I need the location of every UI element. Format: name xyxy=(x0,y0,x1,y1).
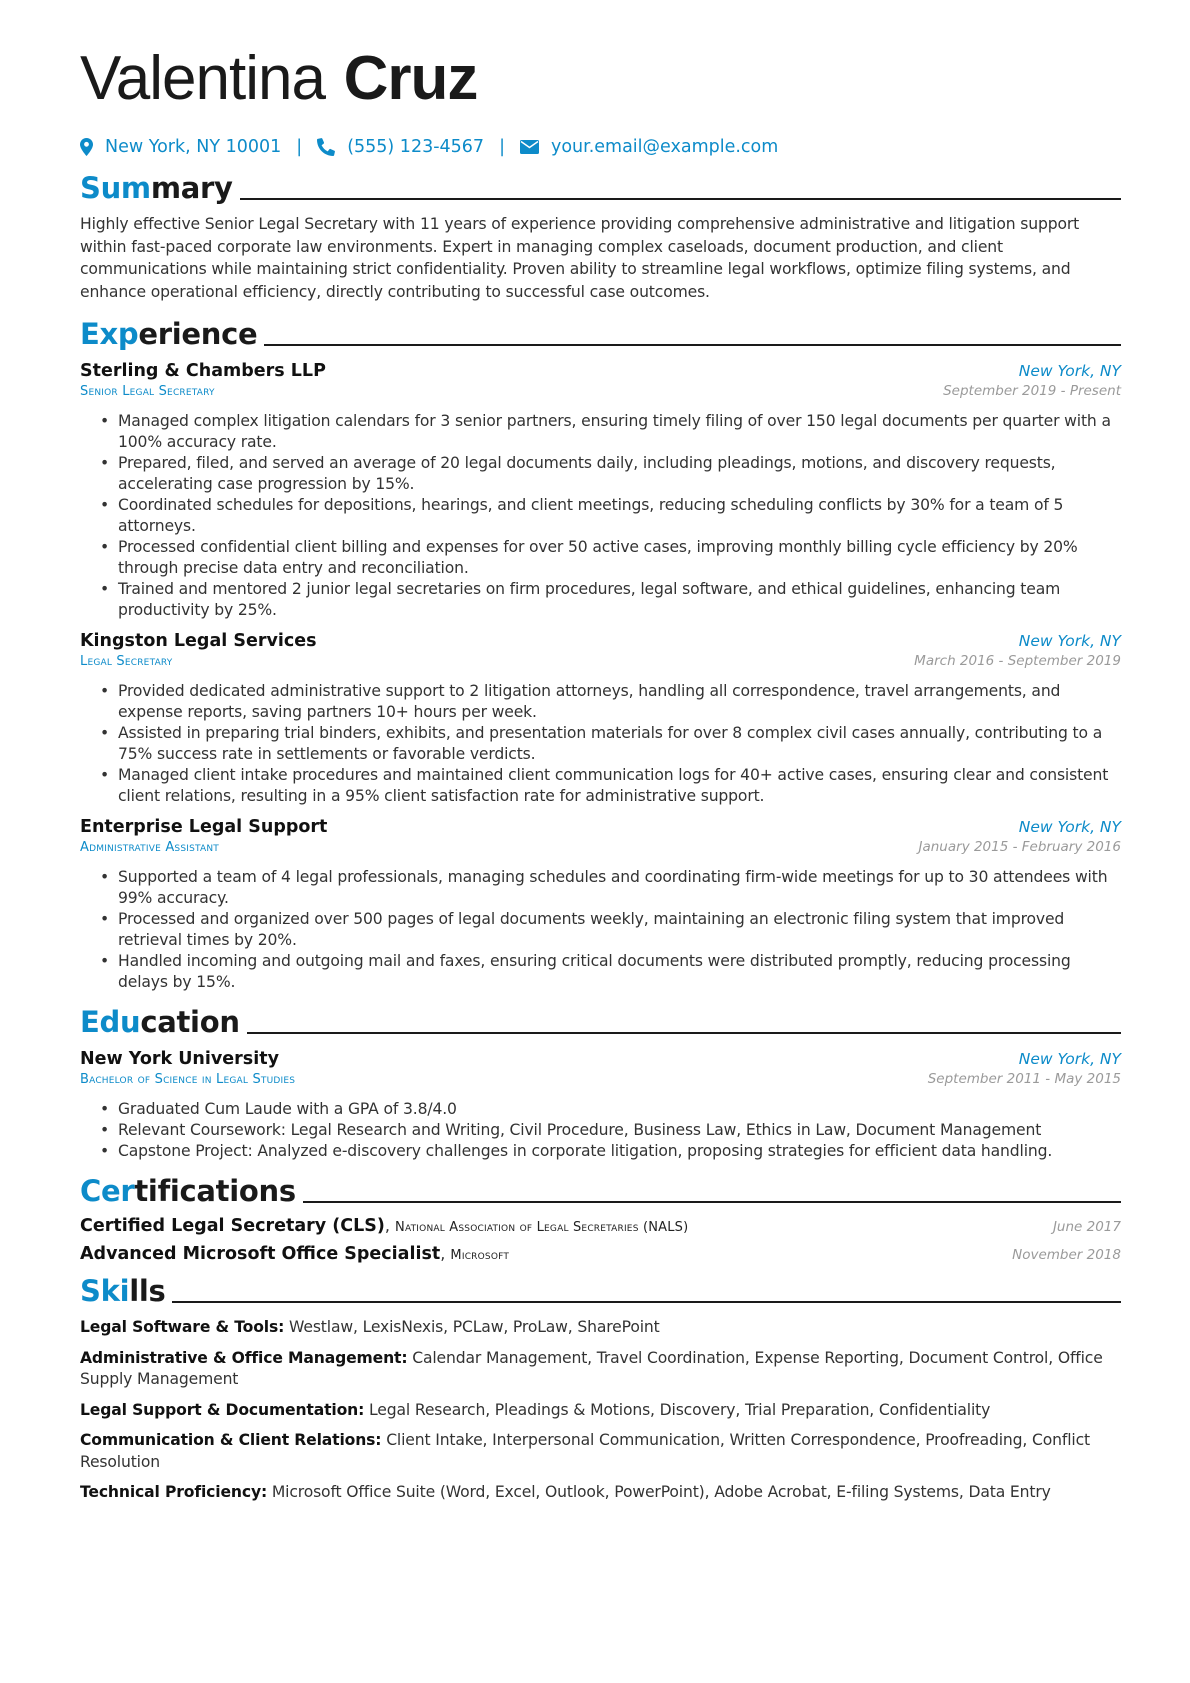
contact-bar xyxy=(80,135,1121,159)
certification-comma: , xyxy=(440,1244,451,1263)
certification-title xyxy=(80,1216,688,1236)
bullet-item: • Prepared, filed, and served an average of 20 legal documents daily, including pleadings, motions, and discovery requests, accelerating case progression by 15%. xyxy=(100,453,1121,495)
summary-heading xyxy=(80,171,1121,205)
role-title: Bachelor of Science in Legal Studies xyxy=(80,1072,296,1087)
heading-rule xyxy=(172,1301,1121,1303)
entry-header xyxy=(80,361,1121,381)
skill-row xyxy=(80,1400,1121,1422)
heading-rule xyxy=(264,344,1121,346)
entry-subheader xyxy=(80,383,1121,399)
heading-rest: tifications xyxy=(134,1174,296,1208)
entry-location: New York, NY xyxy=(1018,818,1121,836)
phone-icon xyxy=(317,138,335,156)
role-title: Senior Legal Secretary xyxy=(80,384,215,399)
skill-row xyxy=(80,1317,1121,1339)
bullet-item: • Graduated Cum Laude with a GPA of 3.8/4.0 xyxy=(100,1099,1121,1120)
skills-list xyxy=(80,1317,1121,1504)
skill-row xyxy=(80,1348,1121,1391)
certification-row xyxy=(80,1244,1121,1264)
certification-name: Certified Legal Secretary (CLS) xyxy=(80,1216,385,1236)
certification-date: June 2017 xyxy=(1052,1219,1121,1235)
skill-values: Westlaw, LexisNexis, PCLaw, ProLaw, SharePoint xyxy=(289,1318,660,1336)
skill-category: Communication & Client Relations: xyxy=(80,1431,382,1449)
bullet-item: • Trained and mentored 2 junior legal secretaries on firm procedures, legal software, and ethical guidelines, enhancing team productivity by 25%. xyxy=(100,579,1121,621)
bullet-item: • Managed complex litigation calendars for 3 senior partners, ensuring timely filing of over 150 legal documents per quarter with a 100% accuracy rate. xyxy=(100,411,1121,453)
certification-issuer: Microsoft xyxy=(450,1248,510,1263)
organization-name: Kingston Legal Services xyxy=(80,631,317,651)
bullet-item: • Supported a team of 4 legal professionals, managing schedules and coordinating firm-wide meetings for up to 30 attendees with 99% accuracy. xyxy=(100,867,1121,909)
skill-values: Microsoft Office Suite (Word, Excel, Outlook, PowerPoint), Adobe Acrobat, E-filing Systems, Data Entry xyxy=(271,1483,1051,1501)
skill-category: Technical Proficiency: xyxy=(80,1483,268,1501)
heading-accent: Sum xyxy=(80,171,151,205)
bullet-list xyxy=(80,411,1121,621)
certification-issuer: National Association of Legal Secretaries (NALS) xyxy=(395,1220,689,1235)
envelope-icon xyxy=(520,140,539,154)
organization-name: Enterprise Legal Support xyxy=(80,817,328,837)
experience-list xyxy=(80,361,1121,993)
certifications-list xyxy=(80,1216,1121,1264)
skill-row xyxy=(80,1430,1121,1473)
certification-date: November 2018 xyxy=(1012,1247,1121,1263)
entry-subheader xyxy=(80,1071,1121,1087)
education-entry xyxy=(80,1049,1121,1162)
contact-separator: | xyxy=(296,137,303,157)
bullet-list xyxy=(80,1099,1121,1162)
entry-header xyxy=(80,631,1121,651)
heading-accent: Exp xyxy=(80,317,139,351)
phone-text: (555) 123-4567 xyxy=(347,137,485,157)
organization-name: New York University xyxy=(80,1049,279,1069)
job-entry xyxy=(80,631,1121,807)
entry-header xyxy=(80,1049,1121,1069)
entry-dates: January 2015 - February 2016 xyxy=(918,839,1121,855)
bullet-item: • Coordinated schedules for depositions, hearings, and client meetings, reducing scheduling conflicts by 30% for a team of 5 attorneys. xyxy=(100,495,1121,537)
bullet-item: • Provided dedicated administrative support to 2 litigation attorneys, handling all correspondence, travel arrangements, and expense reports, saving partners 10+ hours per week. xyxy=(100,681,1121,723)
contact-phone[interactable] xyxy=(317,137,484,157)
bullet-item: • Relevant Coursework: Legal Research and Writing, Civil Procedure, Business Law, Ethics in Law, Document Management xyxy=(100,1120,1121,1141)
heading-accent: Ski xyxy=(80,1274,130,1308)
resume-page xyxy=(80,40,1121,1504)
email-text: your.email@example.com xyxy=(550,137,779,157)
entry-location: New York, NY xyxy=(1018,1050,1121,1068)
bullet-item: • Processed confidential client billing and expenses for over 50 active cases, improving monthly billing cycle efficiency by 20% through precise data entry and reconciliation. xyxy=(100,537,1121,579)
entry-header xyxy=(80,817,1121,837)
bullet-item: • Capstone Project: Analyzed e-discovery challenges in corporate litigation, proposing strategies for efficient data handling. xyxy=(100,1141,1121,1162)
bullet-item: • Processed and organized over 500 pages of legal documents weekly, maintaining an electronic filing system that improved retrieval times by 20%. xyxy=(100,909,1121,951)
skill-category: Administrative & Office Management: xyxy=(80,1348,408,1367)
heading-rule xyxy=(240,198,1121,200)
entry-dates: March 2016 - September 2019 xyxy=(914,653,1121,669)
experience-heading xyxy=(80,317,1121,351)
skill-values: Calendar Management, Travel Coordination, Expense Reporting, Document Control, Office Supply Management xyxy=(80,1348,1103,1388)
heading-accent: Cer xyxy=(80,1174,135,1208)
entry-dates: September 2019 - Present xyxy=(943,383,1121,399)
contact-email[interactable] xyxy=(520,137,778,157)
summary-text: Highly effective Senior Legal Secretary with 11 years of experience providing comprehensive administrative and litigation support within fast-paced corporate law environments. Expert in managing complex caseloads, document production, and client communications while maintaining strict confidentiality. Proven ability to streamline legal workflows, optimize filing systems, and enhance operational efficiency, directly contributing to successful case outcomes. xyxy=(80,215,1080,301)
job-entry xyxy=(80,817,1121,993)
entry-dates: September 2011 - May 2015 xyxy=(927,1071,1121,1087)
heading-rule xyxy=(303,1201,1121,1203)
education-heading xyxy=(80,1005,1121,1039)
education-list xyxy=(80,1049,1121,1162)
certification-title xyxy=(80,1244,509,1264)
bullet-item: • Handled incoming and outgoing mail and faxes, ensuring critical documents were distributed promptly, reducing processing delays by 15%. xyxy=(100,951,1121,993)
skills-heading xyxy=(80,1274,1121,1308)
contact-location xyxy=(80,137,281,157)
certification-row xyxy=(80,1216,1121,1236)
role-title: Legal Secretary xyxy=(80,654,173,669)
skill-values: Client Intake, Interpersonal Communication, Written Correspondence, Proofreading, Conflict Resolution xyxy=(80,1431,1090,1471)
entry-location: New York, NY xyxy=(1018,362,1121,380)
contact-separator: | xyxy=(499,137,505,157)
first-name: Valentina xyxy=(80,44,325,113)
bullet-item: • Assisted in preparing trial binders, exhibits, and presentation materials for over 8 complex civil cases annually, contributing to a 75% success rate in settlements or favorable verdicts. xyxy=(100,723,1121,765)
certification-name: Advanced Microsoft Office Specialist xyxy=(80,1244,441,1264)
heading-rest: mary xyxy=(150,171,233,205)
heading-rest: erience xyxy=(138,317,258,351)
entry-location: New York, NY xyxy=(1018,632,1121,650)
last-name: Cruz xyxy=(343,44,478,113)
heading-accent: Edu xyxy=(80,1005,141,1039)
organization-name: Sterling & Chambers LLP xyxy=(80,361,326,381)
bullet-list xyxy=(80,867,1121,993)
heading-rest: cation xyxy=(140,1005,240,1039)
skill-values: Legal Research, Pleadings & Motions, Discovery, Trial Preparation, Confidentiality xyxy=(369,1400,991,1419)
entry-subheader xyxy=(80,653,1121,669)
skill-category: Legal Software & Tools: xyxy=(80,1318,285,1336)
skill-row xyxy=(80,1482,1121,1504)
job-entry xyxy=(80,361,1121,621)
entry-subheader xyxy=(80,839,1121,855)
bullet-list xyxy=(80,681,1121,807)
bullet-item: • Managed client intake procedures and maintained client communication logs for 40+ active cases, ensuring clear and consistent client relations, resulting in a 95% client satisfaction rate for administrative support. xyxy=(100,765,1121,807)
heading-rest: lls xyxy=(129,1274,166,1308)
certification-comma: , xyxy=(384,1216,396,1235)
heading-rule xyxy=(247,1032,1121,1034)
location-text: New York, NY 10001 xyxy=(105,137,282,157)
role-title: Administrative Assistant xyxy=(80,840,219,855)
map-pin-icon xyxy=(80,138,93,156)
candidate-name xyxy=(80,40,1121,117)
skill-category: Legal Support & Documentation: xyxy=(80,1400,365,1419)
certifications-heading xyxy=(80,1174,1121,1208)
